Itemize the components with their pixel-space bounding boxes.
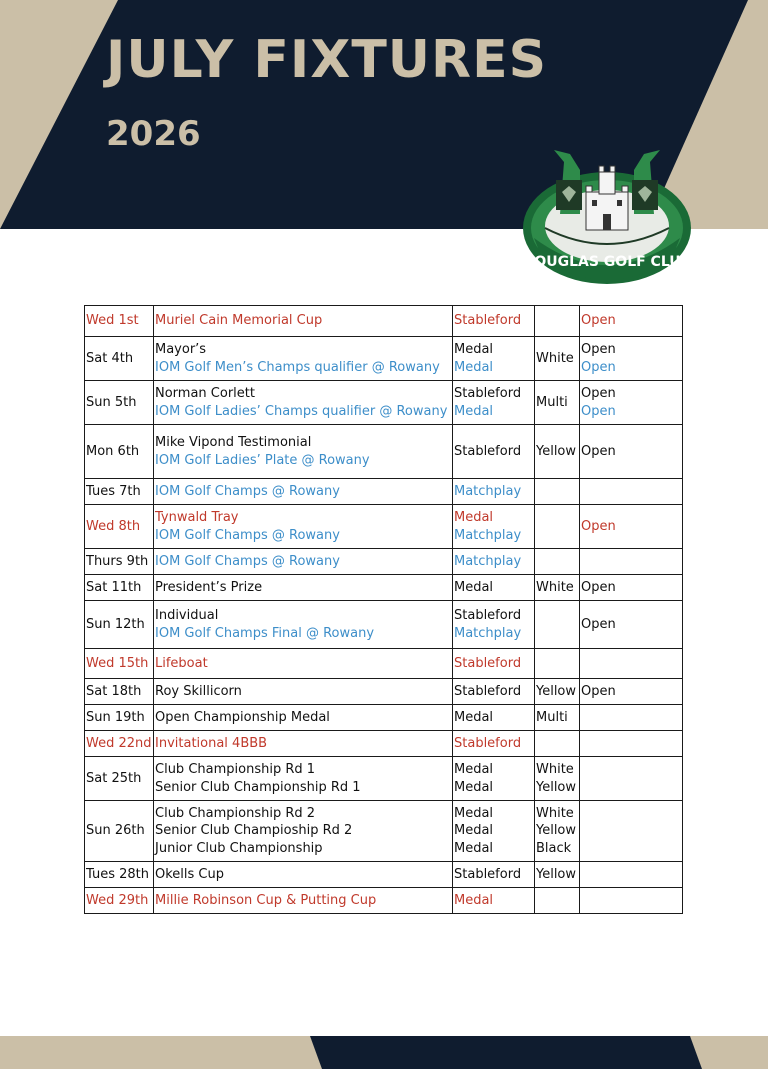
fixture-day [85, 888, 154, 914]
fixture-tee: Black [536, 840, 572, 856]
fixture-format-cell [453, 479, 535, 505]
fixture-format-cell [453, 505, 535, 549]
fixture-format-cell [453, 425, 535, 479]
fixture-format: Medal [454, 823, 494, 839]
fixture-entry-cell [580, 601, 683, 649]
fixture-row [85, 505, 683, 549]
fixture-event: Club Championship Rd 1 [155, 762, 316, 777]
fixture-entry: Open [581, 683, 616, 699]
fixture-day-text: Wed 8th [86, 518, 141, 534]
logo-text: DOUGLAS GOLF CLUB [522, 254, 692, 270]
fixture-entry: Open [581, 403, 616, 419]
fixture-event: Okells Cup [155, 866, 224, 882]
fixture-event-cell [154, 337, 453, 381]
fixture-format: Stableford [454, 866, 522, 882]
fixture-format: Matchplay [454, 483, 522, 499]
fixture-entry-cell [580, 731, 683, 757]
fixture-day [85, 425, 154, 479]
fixture-day-text: Sun 5th [86, 394, 137, 410]
fixture-row [85, 425, 683, 479]
fixture-event-cell [154, 801, 453, 862]
fixture-format: Medal [454, 579, 494, 595]
fixture-day-text: Tues 28th [86, 866, 149, 882]
fixture-day [85, 757, 154, 801]
fixture-day [85, 601, 154, 649]
fixture-event: Senior Club Champioship Rd 2 [155, 823, 353, 839]
fixture-event: Muriel Cain Memorial Cup [155, 313, 323, 329]
fixture-format: Stableford [454, 313, 522, 329]
fixture-event: IOM Golf Champs @ Rowany [155, 483, 340, 499]
fixture-row [85, 757, 683, 801]
fixture-row [85, 731, 683, 757]
fixture-tee: Multi [536, 709, 568, 725]
fixture-tee: Yellow [536, 779, 577, 795]
fixture-entry-cell [580, 862, 683, 888]
fixture-entry: Open [581, 518, 616, 534]
fixture-tee-cell [535, 757, 580, 801]
fixture-entry-cell [580, 425, 683, 479]
fixture-day [85, 505, 154, 549]
fixture-entry: Open [581, 313, 616, 329]
fixture-format: Medal [454, 805, 494, 821]
fixture-tee-cell [535, 649, 580, 679]
fixture-day [85, 575, 154, 601]
fixture-entry-cell [580, 505, 683, 549]
fixture-day-text: Sat 18th [86, 683, 142, 699]
fixture-event: IOM Golf Champs Final @ Rowany [155, 625, 375, 641]
fixture-event-cell [154, 731, 453, 757]
fixture-tee-cell [535, 731, 580, 757]
fixture-day-text: Sat 25th [86, 770, 142, 786]
fixture-tee-cell [535, 801, 580, 862]
fixture-entry-cell [580, 649, 683, 679]
fixture-row [85, 601, 683, 649]
fixture-entry: Open [581, 359, 616, 375]
fixture-format-cell [453, 549, 535, 575]
fixture-day [85, 705, 154, 731]
fixture-day [85, 381, 154, 425]
fixture-event: IOM Golf Champs @ Rowany [155, 527, 340, 543]
fixture-event-cell [154, 425, 453, 479]
fixture-row [85, 549, 683, 575]
fixture-day-text: Sun 12th [86, 616, 145, 632]
page-year: 2026 [106, 114, 201, 154]
fixture-format: Medal [454, 840, 494, 856]
fixture-event: Mike Vipond Testimonial [155, 435, 312, 450]
fixture-event: Club Championship Rd 2 [155, 805, 316, 821]
fixture-row [85, 575, 683, 601]
fixture-tee: White [536, 579, 574, 595]
fixture-format: Medal [454, 403, 494, 419]
fixture-format: Matchplay [454, 625, 522, 641]
fixture-format-cell [453, 679, 535, 705]
fixture-entry-cell [580, 479, 683, 505]
fixture-tee: Yellow [536, 823, 577, 839]
fixture-event-cell [154, 575, 453, 601]
fixture-entry-cell [580, 306, 683, 337]
fixture-event-cell [154, 649, 453, 679]
fixture-day-text: Wed 15th [86, 655, 149, 671]
fixture-row [85, 306, 683, 337]
fixture-event: IOM Golf Champs @ Rowany [155, 553, 340, 569]
fixture-row [85, 479, 683, 505]
fixture-tee-cell [535, 337, 580, 381]
fixture-event: Junior Club Championship [155, 840, 323, 856]
fixture-row [85, 888, 683, 914]
fixture-row [85, 679, 683, 705]
fixture-event: Mayor’s [155, 342, 207, 357]
fixture-tee-cell [535, 306, 580, 337]
fixture-day-text: Wed 22nd [86, 735, 152, 751]
fixture-day [85, 731, 154, 757]
fixture-day [85, 801, 154, 862]
fixture-row [85, 862, 683, 888]
fixture-entry: Open [581, 342, 616, 357]
fixtures-table-body [85, 306, 683, 914]
fixture-row [85, 801, 683, 862]
fixture-event-cell [154, 381, 453, 425]
fixture-tee: Multi [536, 394, 568, 410]
fixture-tee-cell [535, 679, 580, 705]
fixture-tee-cell [535, 575, 580, 601]
fixture-event: Invitational 4BBB [155, 735, 268, 751]
fixture-tee: White [536, 350, 574, 366]
fixture-format: Stableford [454, 683, 522, 699]
fixture-tee: Yellow [536, 683, 577, 699]
fixture-day [85, 649, 154, 679]
fixture-format-cell [453, 649, 535, 679]
fixture-day-text: Tues 7th [86, 483, 141, 499]
fixture-entry-cell [580, 705, 683, 731]
fixture-format-cell [453, 705, 535, 731]
fixture-tee-cell [535, 888, 580, 914]
fixture-format: Medal [454, 510, 494, 525]
fixture-event-cell [154, 757, 453, 801]
fixture-entry-cell [580, 337, 683, 381]
fixture-format: Medal [454, 779, 494, 795]
fixture-event: IOM Golf Ladies’ Plate @ Rowany [155, 452, 370, 468]
fixture-entry-cell [580, 549, 683, 575]
fixture-event-cell [154, 679, 453, 705]
fixture-event: Senior Club Championship Rd 1 [155, 779, 361, 795]
fixture-entry-cell [580, 888, 683, 914]
fixture-event-cell [154, 705, 453, 731]
fixture-event: IOM Golf Men’s Champs qualifier @ Rowany [155, 359, 440, 375]
fixture-event: IOM Golf Ladies’ Champs qualifier @ Rowany [155, 403, 448, 419]
fixture-entry: Open [581, 579, 616, 595]
fixture-format-cell [453, 337, 535, 381]
fixture-format: Medal [454, 892, 494, 908]
fixture-event: Lifeboat [155, 655, 208, 671]
fixture-format: Medal [454, 359, 494, 375]
fixture-event: Millie Robinson Cup & Putting Cup [155, 892, 377, 908]
fixture-tee: Yellow [536, 866, 577, 882]
fixture-tee-cell [535, 549, 580, 575]
fixture-format-cell [453, 381, 535, 425]
fixture-row [85, 649, 683, 679]
fixture-tee-cell [535, 862, 580, 888]
fixture-event: Tynwald Tray [155, 510, 239, 525]
fixture-format-cell [453, 862, 535, 888]
fixture-day-text: Sat 11th [86, 579, 142, 595]
fixture-event: Open Championship Medal [155, 709, 330, 725]
fixture-day-text: Wed 29th [86, 892, 149, 908]
fixture-entry-cell [580, 801, 683, 862]
fixture-event: President’s Prize [155, 579, 263, 595]
fixture-entry-cell [580, 757, 683, 801]
fixture-format-cell [453, 801, 535, 862]
fixture-event-cell [154, 888, 453, 914]
fixture-entry-cell [580, 679, 683, 705]
fixture-format: Medal [454, 762, 494, 777]
douglas-golf-club-logo [520, 142, 694, 288]
fixture-event-cell [154, 601, 453, 649]
fixture-event: Norman Corlett [155, 386, 255, 401]
fixtures-table [84, 305, 683, 914]
fixture-entry: Open [581, 616, 616, 632]
fixture-format: Stableford [454, 608, 522, 623]
fixture-format: Stableford [454, 655, 522, 671]
fixture-day [85, 679, 154, 705]
fixture-entry-cell [580, 381, 683, 425]
fixture-format: Matchplay [454, 553, 522, 569]
fixture-event-cell [154, 505, 453, 549]
fixture-tee: Yellow [536, 443, 577, 459]
fixture-row [85, 705, 683, 731]
fixture-event: Roy Skillicorn [155, 683, 242, 699]
fixture-event-cell [154, 479, 453, 505]
fixture-day [85, 479, 154, 505]
fixture-tee: White [536, 805, 574, 821]
fixture-tee-cell [535, 425, 580, 479]
fixture-tee-cell [535, 705, 580, 731]
fixture-day-text: Sun 19th [86, 709, 145, 725]
fixture-day [85, 337, 154, 381]
fixture-format: Matchplay [454, 527, 522, 543]
fixture-day [85, 862, 154, 888]
fixture-format-cell [453, 306, 535, 337]
fixture-day [85, 549, 154, 575]
fixture-row [85, 381, 683, 425]
fixture-day-text: Mon 6th [86, 443, 140, 459]
fixture-format-cell [453, 757, 535, 801]
fixture-tee-cell [535, 381, 580, 425]
fixture-entry: Open [581, 443, 616, 459]
fixture-format-cell [453, 731, 535, 757]
fixture-format: Stableford [454, 386, 522, 401]
fixture-event: Individual [155, 608, 219, 623]
fixture-row [85, 337, 683, 381]
fixture-entry: Open [581, 386, 616, 401]
fixture-format-cell [453, 888, 535, 914]
fixture-format-cell [453, 601, 535, 649]
fixture-day [85, 306, 154, 337]
fixture-format: Stableford [454, 735, 522, 751]
fixture-day-text: Sun 26th [86, 823, 145, 839]
fixture-event-cell [154, 549, 453, 575]
fixture-format-cell [453, 575, 535, 601]
page-title: JULY FIXTURES [106, 30, 548, 90]
fixture-format: Stableford [454, 443, 522, 459]
fixture-event-cell [154, 862, 453, 888]
fixture-tee-cell [535, 479, 580, 505]
fixture-tee-cell [535, 601, 580, 649]
fixture-format: Medal [454, 709, 494, 725]
fixture-day-text: Sat 4th [86, 350, 134, 366]
fixture-entry-cell [580, 575, 683, 601]
fixture-format: Medal [454, 342, 494, 357]
fixture-tee: White [536, 762, 574, 777]
fixture-event-cell [154, 306, 453, 337]
fixture-tee-cell [535, 505, 580, 549]
fixture-day-text: Wed 1st [86, 313, 139, 329]
fixture-day-text: Thurs 9th [86, 553, 149, 569]
